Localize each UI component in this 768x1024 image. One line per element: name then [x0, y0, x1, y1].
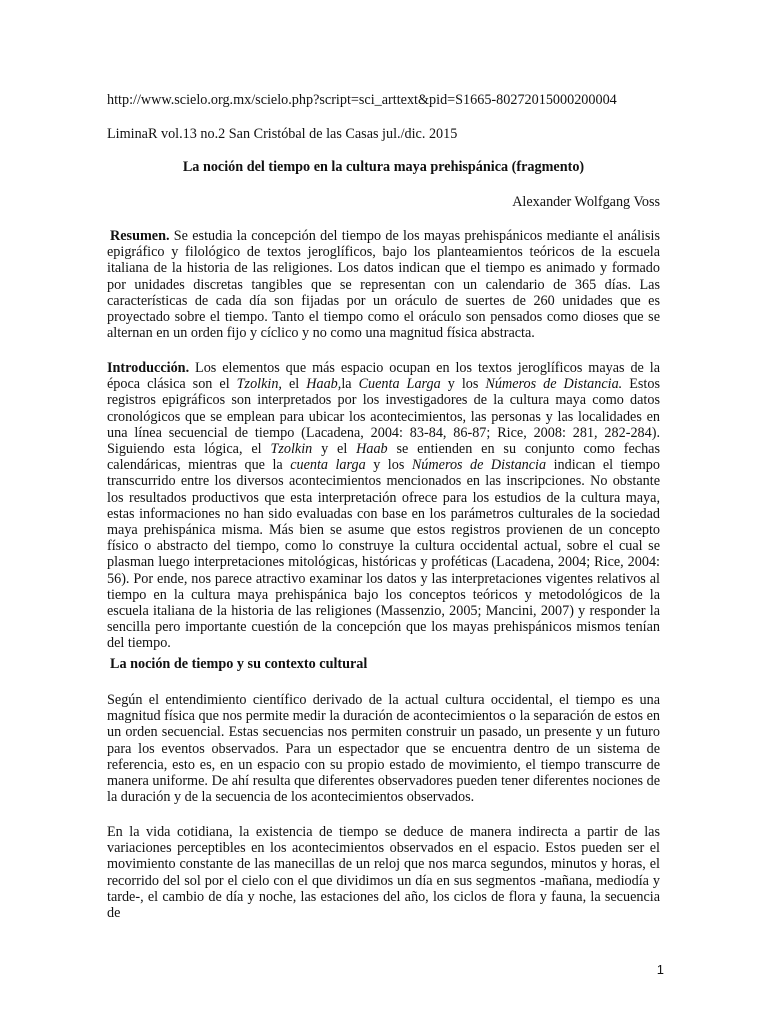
intro-term-tzolkin-2: Tzolkin: [270, 441, 313, 458]
document-title: La noción del tiempo en la cultura maya prehispánica (fragmento): [182, 159, 585, 175]
intro-text-8: y los: [365, 457, 412, 474]
intro-term-numeros: Números de Distancia.: [485, 376, 623, 393]
intro-text-6: y el: [312, 441, 357, 458]
intro-term-haab: Haab,: [306, 376, 342, 393]
source-url: http://www.scielo.org.mx/scielo.php?script=sci_arttext&pid=S1665-80272015000200004: [107, 92, 617, 108]
section-paragraph-2: En la vida cotidiana, la existencia de tiempo se deduce de manera indirecta a partir de las variaciones perceptibles en los acontecimientos observados en el espacio. Estos pueden ser el movimiento constante de las manecillas de un reloj que nos marca segundos, minutos y horas, el recorrido del sol por el cielo con el que dividimos un día en sus segmentos -mañana, mediodía y tarde-, el cambio de día y noche, las estaciones del año, los ciclos de flora y fauna, la secuencia de: [107, 824, 660, 922]
intro-term-cuenta-larga: Cuenta Larga: [358, 376, 441, 393]
journal-citation: LiminaR vol.13 no.2 San Cristóbal de las Casas jul./dic. 2015: [107, 126, 458, 142]
introduction-paragraph: [107, 360, 660, 652]
intro-text-1: Los elementos que más espacio ocupan en los textos jeroglíficos mayas de la época clásica son el: [107, 360, 660, 393]
intro-term-cuenta-larga-2: cuenta larga: [290, 457, 366, 474]
intro-term-numeros-2: Números de Distancia: [411, 457, 547, 474]
abstract-paragraph: [107, 228, 660, 341]
section-paragraph-1: Según el entendimiento científico derivado de la actual cultura occidental, el tiempo es una magnitud física que nos permite medir la duración de acontecimientos o la separación de estos en un orden secuencial. Estas secuencias nos permiten construir un pasado, un presente y un futuro para los eventos observados. Para un espectador que se encuentra dentro de un sistema de referencia, esto es, en un espacio con su propio estado de movimiento, el tiempo transcurre de manera uniforme. De ahí resulta que diferentes observadores pueden tener diferentes nociones de la duración y de la secuencia de los acontecimientos observados.: [107, 692, 660, 806]
intro-text-5: Estos registros epigráficos son interpretados por los investigadores de la cultura maya como datos cronológicos que se emplean para ubicar los acontecimientos, las personas y las localidades en una línea secuencial de tiempo (Lacadena, 2004: 83-84, 86-87; Rice, 2008: 281, 282-284). Siguiendo esta lógica, el: [107, 376, 660, 458]
intro-text-3: la: [341, 376, 359, 393]
intro-text-7: se entienden en su conjunto como fechas calendáricas, mientras que la: [107, 441, 660, 474]
intro-text-9: indican el tiempo transcurrido entre los diversos acontecimientos mencionados en las inscripciones. No obstante los resultados productivos que esta interpretación ofrece para los estudios de la cultura maya, estas informaciones no han sido evaluadas con base en los parámetros culturales de la sociedad maya prehispánica misma. Más bien se asume que estos registros provienen de un concepto físico o abstracto del tiempo, como lo construye la cultura occidental actual, sobre el cual se plasman luego interpretaciones mitológicas, históricas y proféticas (Lacadena, 2004; Rice, 2004: 56). Por ende, nos parece atractivo examinar los datos y las interpretaciones vigentes relativos al tiempo en la cultura maya prehispánica bajo los conceptos teóricos y metodológicos de la escuela italiana de la historia de las religiones (Massenzio, 2005; Mancini, 2007) y responder la sencilla pero importante cuestión de la concepción que los mayas prehispánicos mismos tenían del tiempo.: [107, 457, 660, 652]
intro-term-tzolkin: Tzolkin,: [236, 376, 282, 393]
intro-term-haab-2: Haab: [356, 441, 388, 458]
author-name: Alexander Wolfgang Voss: [512, 194, 660, 210]
section-heading: [107, 656, 660, 672]
abstract-text: Se estudia la concepción del tiempo de los mayas prehispánicos mediante el análisis epigráfico y filológico de textos jeroglíficos, bajo los planteamientos teóricos de la escuela italiana de la historia de las religiones. Los datos indican que el tiempo es animado y formado por unidades discretas tangibles que se representan con un calendario de 365 días. Las características de cada día son fijadas por un oráculo de suertes de 260 unidades que es proyectado sobre el tiempo. Tanto el tiempo como el oráculo son pensados como dioses que se alternan en un orden fijo y cíclico y no como una magnitud física abstracta.: [107, 228, 660, 342]
intro-text-2: el: [281, 376, 307, 393]
introduction-label: Introducción.: [107, 360, 190, 376]
page-number: 1: [656, 962, 664, 977]
intro-text-4: y los: [440, 376, 486, 393]
abstract-label: Resumen.: [110, 228, 170, 244]
section-heading-text: La noción de tiempo y su contexto cultural: [110, 656, 368, 672]
